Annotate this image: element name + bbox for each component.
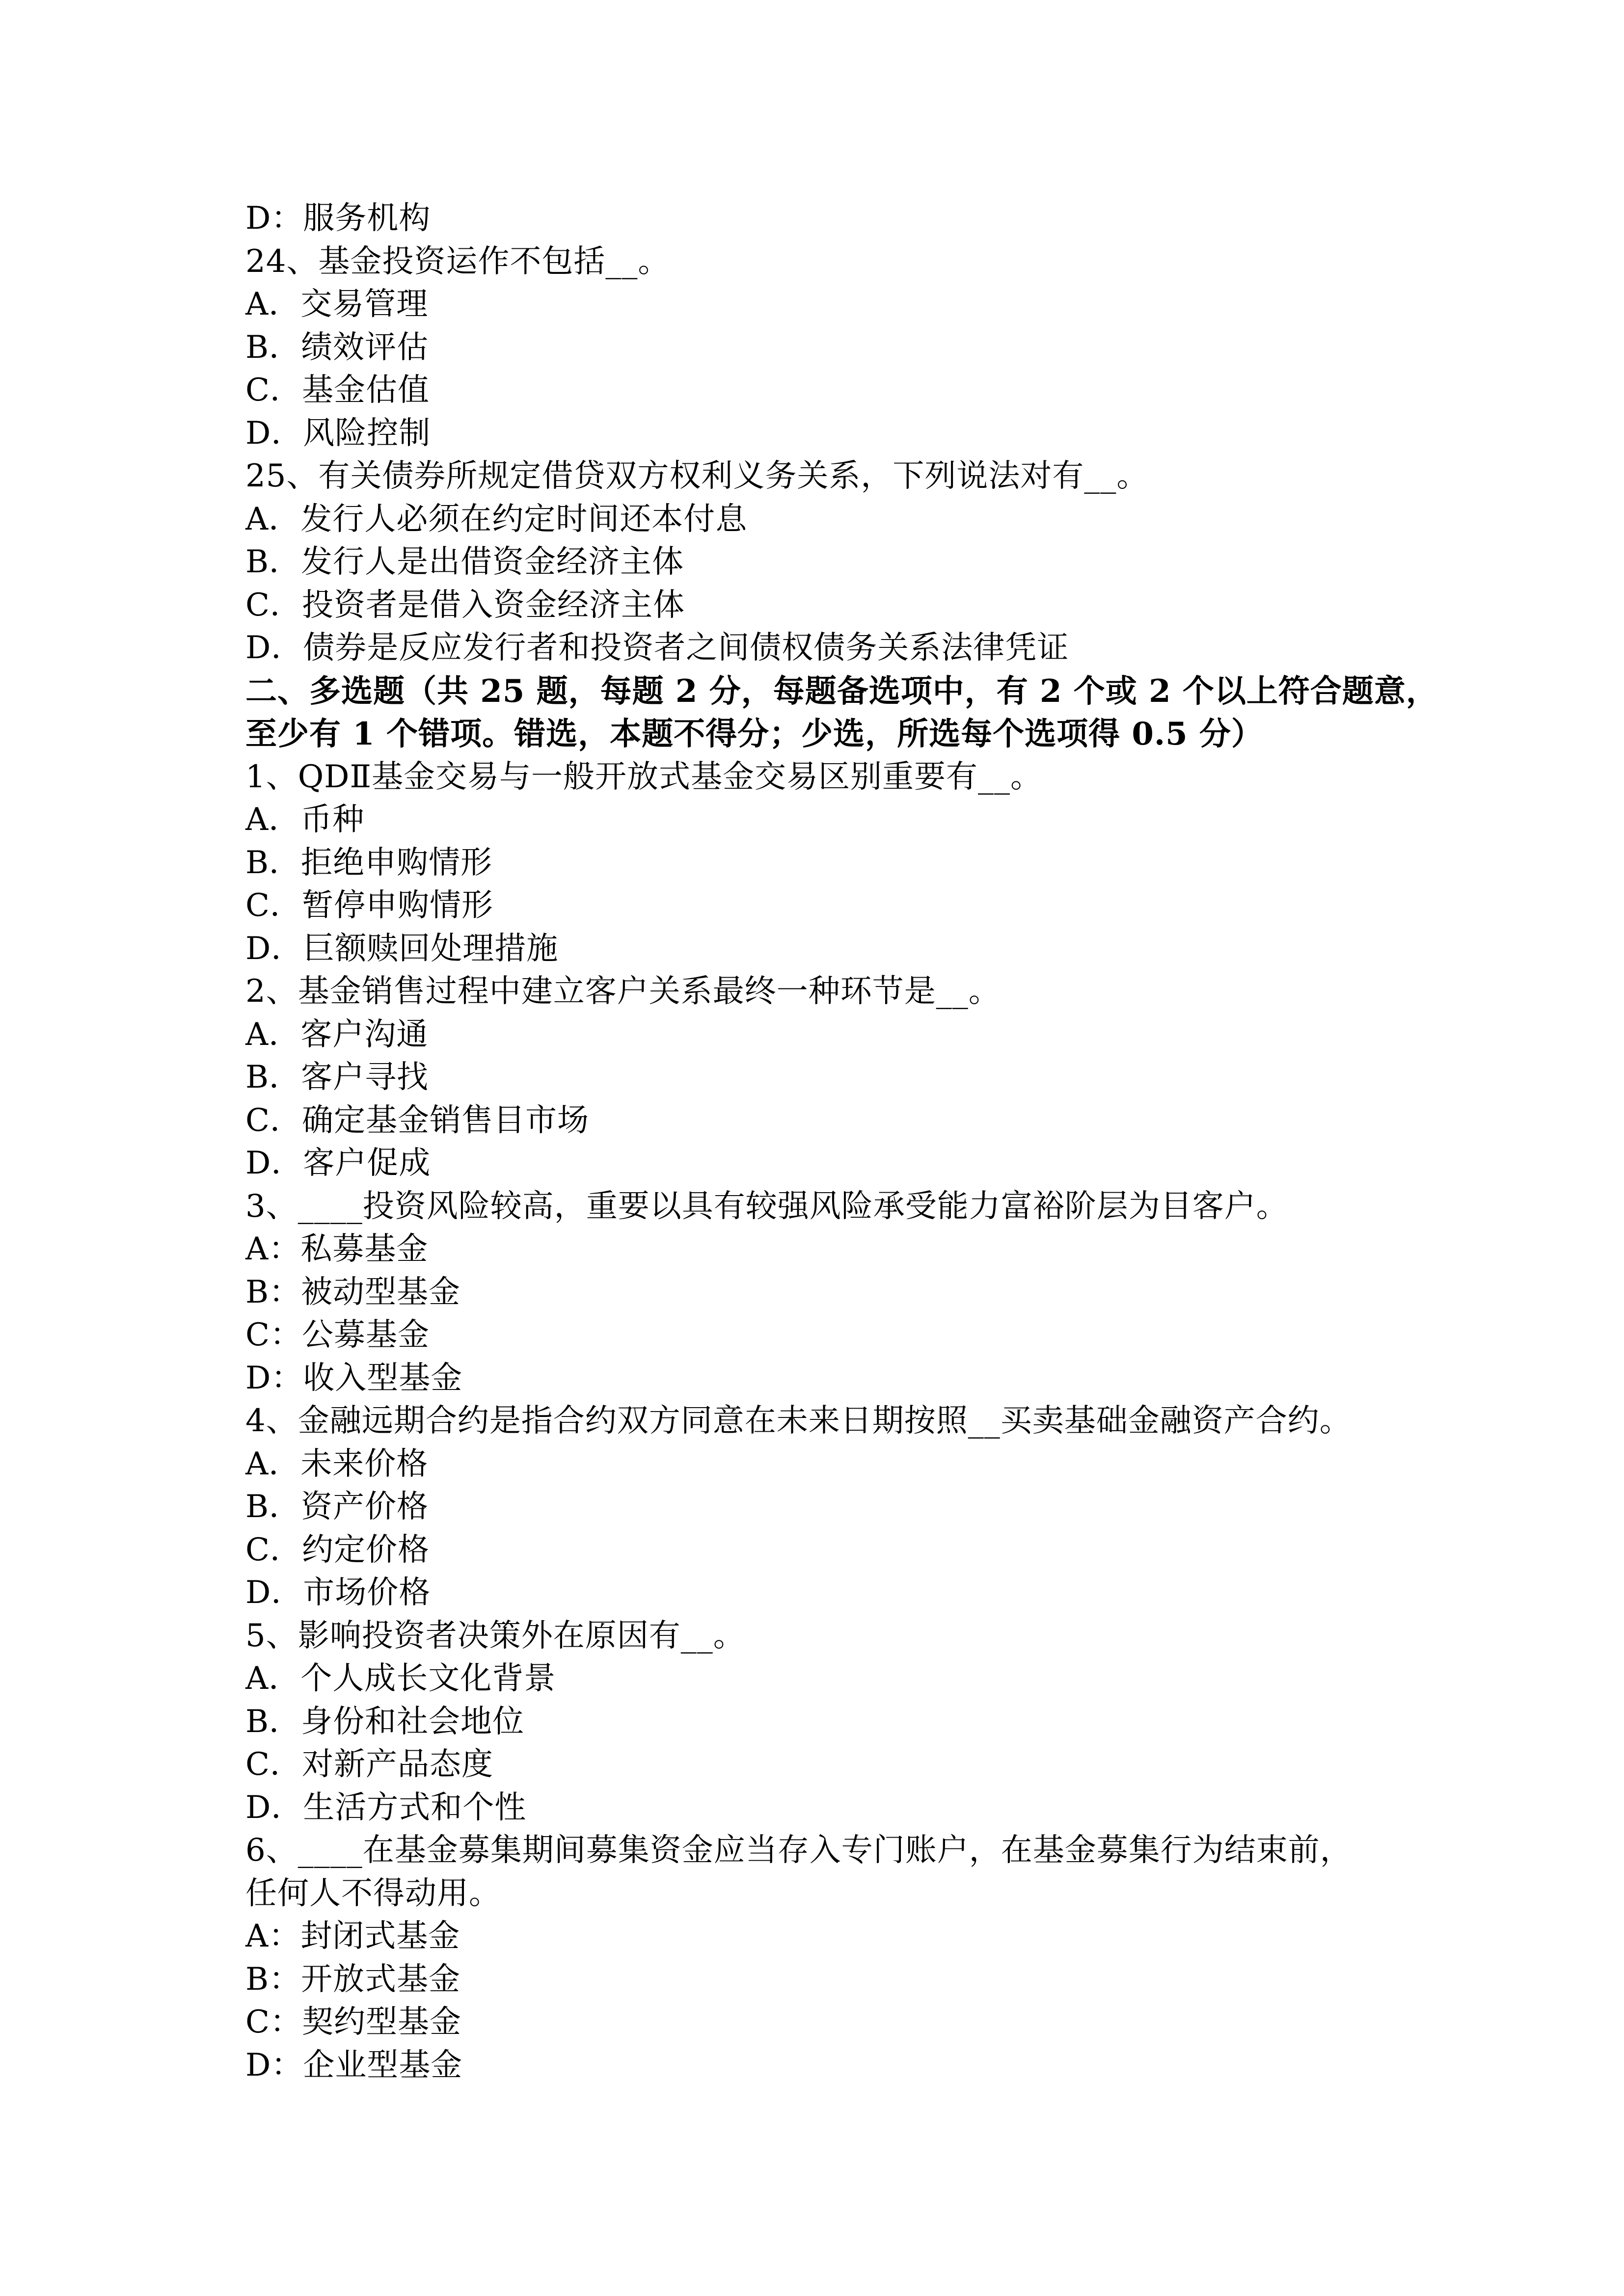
text-line: A．交易管理 <box>245 286 429 322</box>
text-line: A．发行人必须在约定时间还本付息 <box>245 501 748 537</box>
text-line: D：企业型基金 <box>245 2047 463 2083</box>
section-heading-line: 至少有 1 个错项。错选，本题不得分；少选，所选每个选项得 0.5 分） <box>245 716 1263 752</box>
text-line: D．风险控制 <box>245 415 431 452</box>
text-line: A：封闭式基金 <box>245 1918 460 1954</box>
text-line: B：开放式基金 <box>245 1961 461 1998</box>
text-line: C：公募基金 <box>245 1317 430 1353</box>
text-line: C．确定基金销售目市场 <box>245 1102 589 1139</box>
text-line: 任何人不得动用。 <box>245 1875 501 1912</box>
text-line: 5、影响投资者决策外在原因有__。 <box>245 1617 745 1654</box>
text-line: B．发行人是出借资金经济主体 <box>245 544 684 580</box>
text-line: A．币种 <box>245 801 365 838</box>
text-line: C．暂停申购情形 <box>245 887 493 924</box>
text-line: 1、QDⅡ基金交易与一般开放式基金交易区别重要有__。 <box>245 758 1042 795</box>
text-line: B：被动型基金 <box>245 1274 461 1310</box>
text-line: A．未来价格 <box>245 1445 429 1482</box>
text-line: 4、金融远期合约是指合约双方同意在未来日期按照__买卖基础金融资产合约。 <box>245 1403 1352 1439</box>
text-line: C：契约型基金 <box>245 2004 461 2040</box>
text-line: 24、基金投资运作不包括__。 <box>245 243 670 280</box>
text-line: D：服务机构 <box>245 200 431 237</box>
text-line: D．市场价格 <box>245 1575 431 1611</box>
text-line: C．对新产品态度 <box>245 1746 493 1783</box>
text-line: D．债券是反应发行者和投资者之间债权债务关系法律凭证 <box>245 630 1069 666</box>
text-line: C．基金估值 <box>245 372 430 408</box>
text-line: B．绩效评估 <box>245 329 429 366</box>
text-line: B．身份和社会地位 <box>245 1703 525 1740</box>
text-line: C．约定价格 <box>245 1531 430 1568</box>
text-line: 2、基金销售过程中建立客户关系最终一种环节是__。 <box>245 973 1001 1010</box>
text-line: A：私募基金 <box>245 1231 429 1267</box>
document-body <box>245 197 1448 2087</box>
text-line: B．拒绝申购情形 <box>245 844 493 881</box>
text-line: 25、有关债券所规定借贷双方权利义务关系，下列说法对有__。 <box>245 458 1149 494</box>
text-line: B．客户寻找 <box>245 1059 429 1095</box>
text-line: 6、____在基金募集期间募集资金应当存入专门账户，在基金募集行为结束前， <box>245 1832 1352 1869</box>
text-line: D：收入型基金 <box>245 1360 463 1396</box>
text-line: 3、____投资风险较高，重要以具有较强风险承受能力富裕阶层为目客户。 <box>245 1188 1288 1225</box>
text-line: D．客户促成 <box>245 1145 431 1181</box>
text-line: A．客户沟通 <box>245 1016 429 1053</box>
text-line: D．巨额赎回处理措施 <box>245 930 559 967</box>
text-line: B．资产价格 <box>245 1489 429 1525</box>
text-line: D．生活方式和个性 <box>245 1789 527 1826</box>
text-line: C．投资者是借入资金经济主体 <box>245 587 685 623</box>
section-heading-line: 二、多选题（共 25 题，每题 2 分，每题备选项中，有 2 个或 2 个以上符合题意， <box>245 672 1438 710</box>
text-line: A．个人成长文化背景 <box>245 1660 556 1697</box>
